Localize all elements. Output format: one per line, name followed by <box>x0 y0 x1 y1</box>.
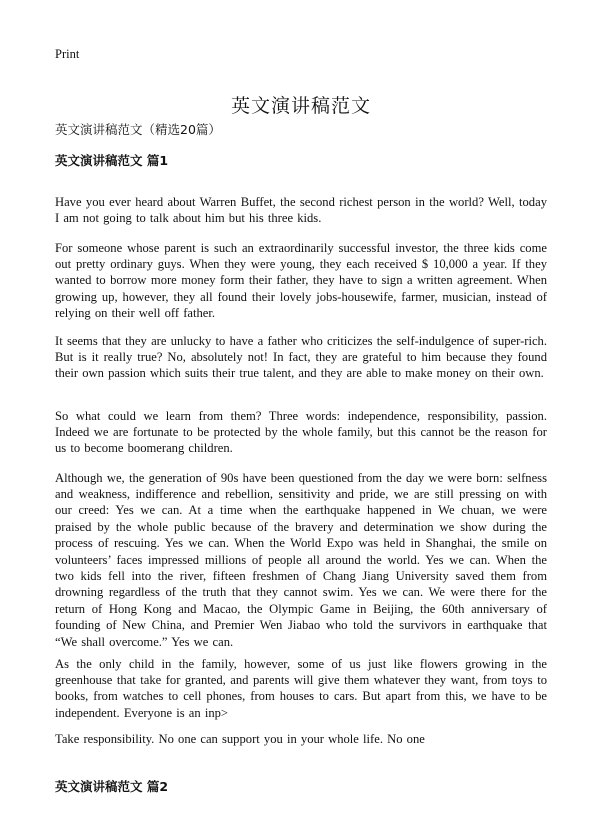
section-heading-2: 英文演讲稿范文 篇2 <box>55 779 169 794</box>
paragraph: So what could we learn from them? Three words: independence, responsibility, passion. Indeed we are fortunate to be protected by the whole family, but this cannot be the reason for us to become boomerang children. <box>55 408 547 456</box>
paragraph: Although we, the generation of 90s have been questioned from the day we were born: selfness and weakness, indifference and rebellion, sensitivity and pride, we are still pressing on with our creed: Yes we can. At a time when the earthquake happened in We chuan, we were praised by the whole public because of the bravery and determination we show during the process of rescuing. Yes we can. When the World Expo was held in Shanghai, the smile on volunteers’ faces impressed millions of people all around the world. Yes we can. When the two kids fell into the river, fifteen freshmen of Chang Jiang University saved them from drowning regardless of the truth that they cannot swim. Yes we can. We were there for the return of Hong Kong and Macao, the Olympic Game in Beijing, the 60th anniversary of founding of New China, and Premier Wen Jiabao who told the survivors in earthquake that “We shall overcome.” Yes we can. <box>55 470 547 649</box>
paragraph: As the only child in the family, however, some of us just like flowers growing in the greenhouse that take for granted, and parents will give them whatever they want, from toys to books, from watches to cell phones, from houses to cars. But apart from this, we have to be independent. Everyone is an inp> <box>55 656 547 720</box>
paragraph: It seems that they are unlucky to have a father who criticizes the self-indulgence of super-rich. But is it really true? No, absolutely not! In fact, they are grateful to him because they found their own passion which suits their true talent, and they are able to make money on their own. <box>55 333 547 381</box>
paragraph: For someone whose parent is such an extraordinarily successful investor, the three kids come out pretty ordinary guys. When they were young, they each received $ 10,000 a year. If they wanted to borrow more money form their father, they have to sign a written agreement. When growing up, however, they all found their lovely jobs-housewife, farmer, musician, instead of relying on their well off father. <box>55 240 547 321</box>
document-title: 英文演讲稿范文 <box>230 94 371 117</box>
print-label[interactable]: Print <box>55 47 80 61</box>
document-subtitle: 英文演讲稿范文（精选20篇） <box>55 122 221 137</box>
section-heading-1: 英文演讲稿范文 篇1 <box>55 153 169 168</box>
paragraph: Take responsibility. No one can support you in your whole life. No one <box>55 731 425 746</box>
paragraph: Have you ever heard about Warren Buffet, the second richest person in the world? Well, today I am not going to talk about him but his three kids. <box>55 194 547 225</box>
